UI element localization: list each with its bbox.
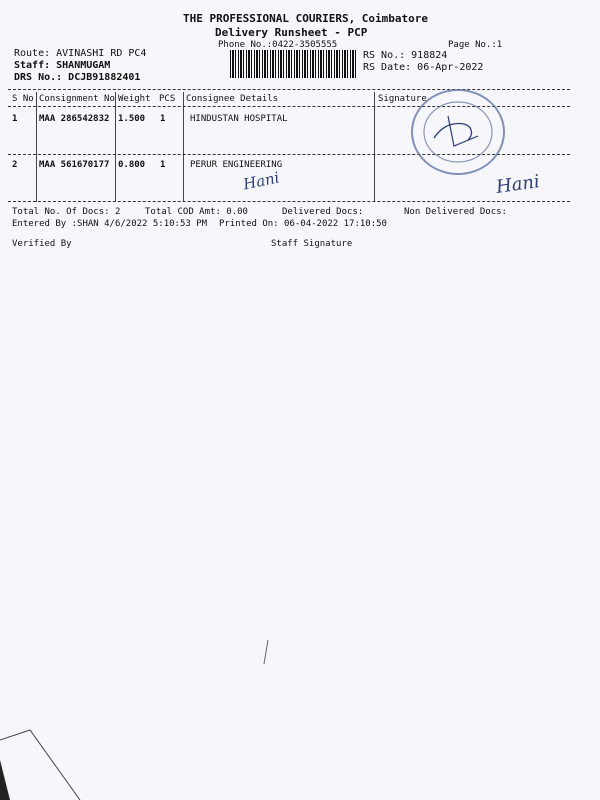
page-number: Page No.:1: [448, 40, 503, 50]
scan-mark: [262, 640, 272, 664]
col-header-consignment: Consignment No: [39, 94, 115, 104]
scan-artifact: [0, 700, 140, 800]
row-consignment: MAA 561670177: [39, 160, 110, 170]
col-header-weight: Weight: [118, 94, 151, 104]
stamp-seal-icon: [408, 86, 508, 178]
verified-by: Verified By: [12, 239, 72, 249]
consignee-signature: Hani: [241, 168, 281, 194]
route-label: Route: AVINASHI RD PC4: [14, 48, 147, 59]
staff-label: Staff: SHANMUGAM: [14, 60, 111, 71]
col-divider: [183, 92, 184, 202]
document-title: Delivery Runsheet - PCP: [215, 26, 368, 39]
col-divider: [115, 92, 116, 202]
row-consignment: MAA 286542832: [39, 114, 110, 124]
phone-number: Phone No.:0422-3505555: [218, 40, 338, 50]
drs-number: DRS No.: DCJB91882401: [14, 72, 141, 83]
rs-date: RS Date: 06-Apr-2022: [363, 62, 484, 73]
signature-mark: Hani: [494, 171, 542, 198]
col-header-consignee: Consignee Details: [186, 94, 279, 104]
company-name: THE PROFESSIONAL COURIERS, Coimbatore: [183, 12, 429, 25]
total-docs: Total No. Of Docs: 2: [12, 207, 121, 217]
table-bottom-rule: [8, 201, 570, 202]
total-cod: Total COD Amt: 0.00: [145, 207, 248, 217]
barcode: [230, 50, 358, 78]
col-divider: [374, 92, 375, 202]
row-sno: 2: [12, 160, 18, 170]
row-sno: 1: [12, 114, 18, 124]
row-weight: 1.500: [118, 114, 146, 124]
rs-number: RS No.: 918824: [363, 50, 448, 61]
col-header-pcs: PCS: [159, 94, 176, 104]
row-pcs: 1: [160, 160, 166, 170]
row-consignee: HINDUSTAN HOSPITAL: [190, 114, 288, 124]
entered-by: Entered By :SHAN 4/6/2022 5:10:53 PM: [12, 219, 208, 229]
row-weight: 0.800: [118, 160, 146, 170]
col-header-sno: S No: [12, 94, 34, 104]
row-consignee: PERUR ENGINEERING: [190, 160, 283, 170]
col-divider: [36, 92, 37, 202]
non-delivered-docs: Non Delivered Docs:: [404, 207, 507, 217]
row-pcs: 1: [160, 114, 166, 124]
col-header-signature: Signature: [378, 94, 427, 104]
staff-signature: Staff Signature: [271, 239, 353, 249]
delivered-docs: Delivered Docs:: [282, 207, 364, 217]
printed-on: Printed On: 06-04-2022 17:10:50: [219, 219, 387, 229]
